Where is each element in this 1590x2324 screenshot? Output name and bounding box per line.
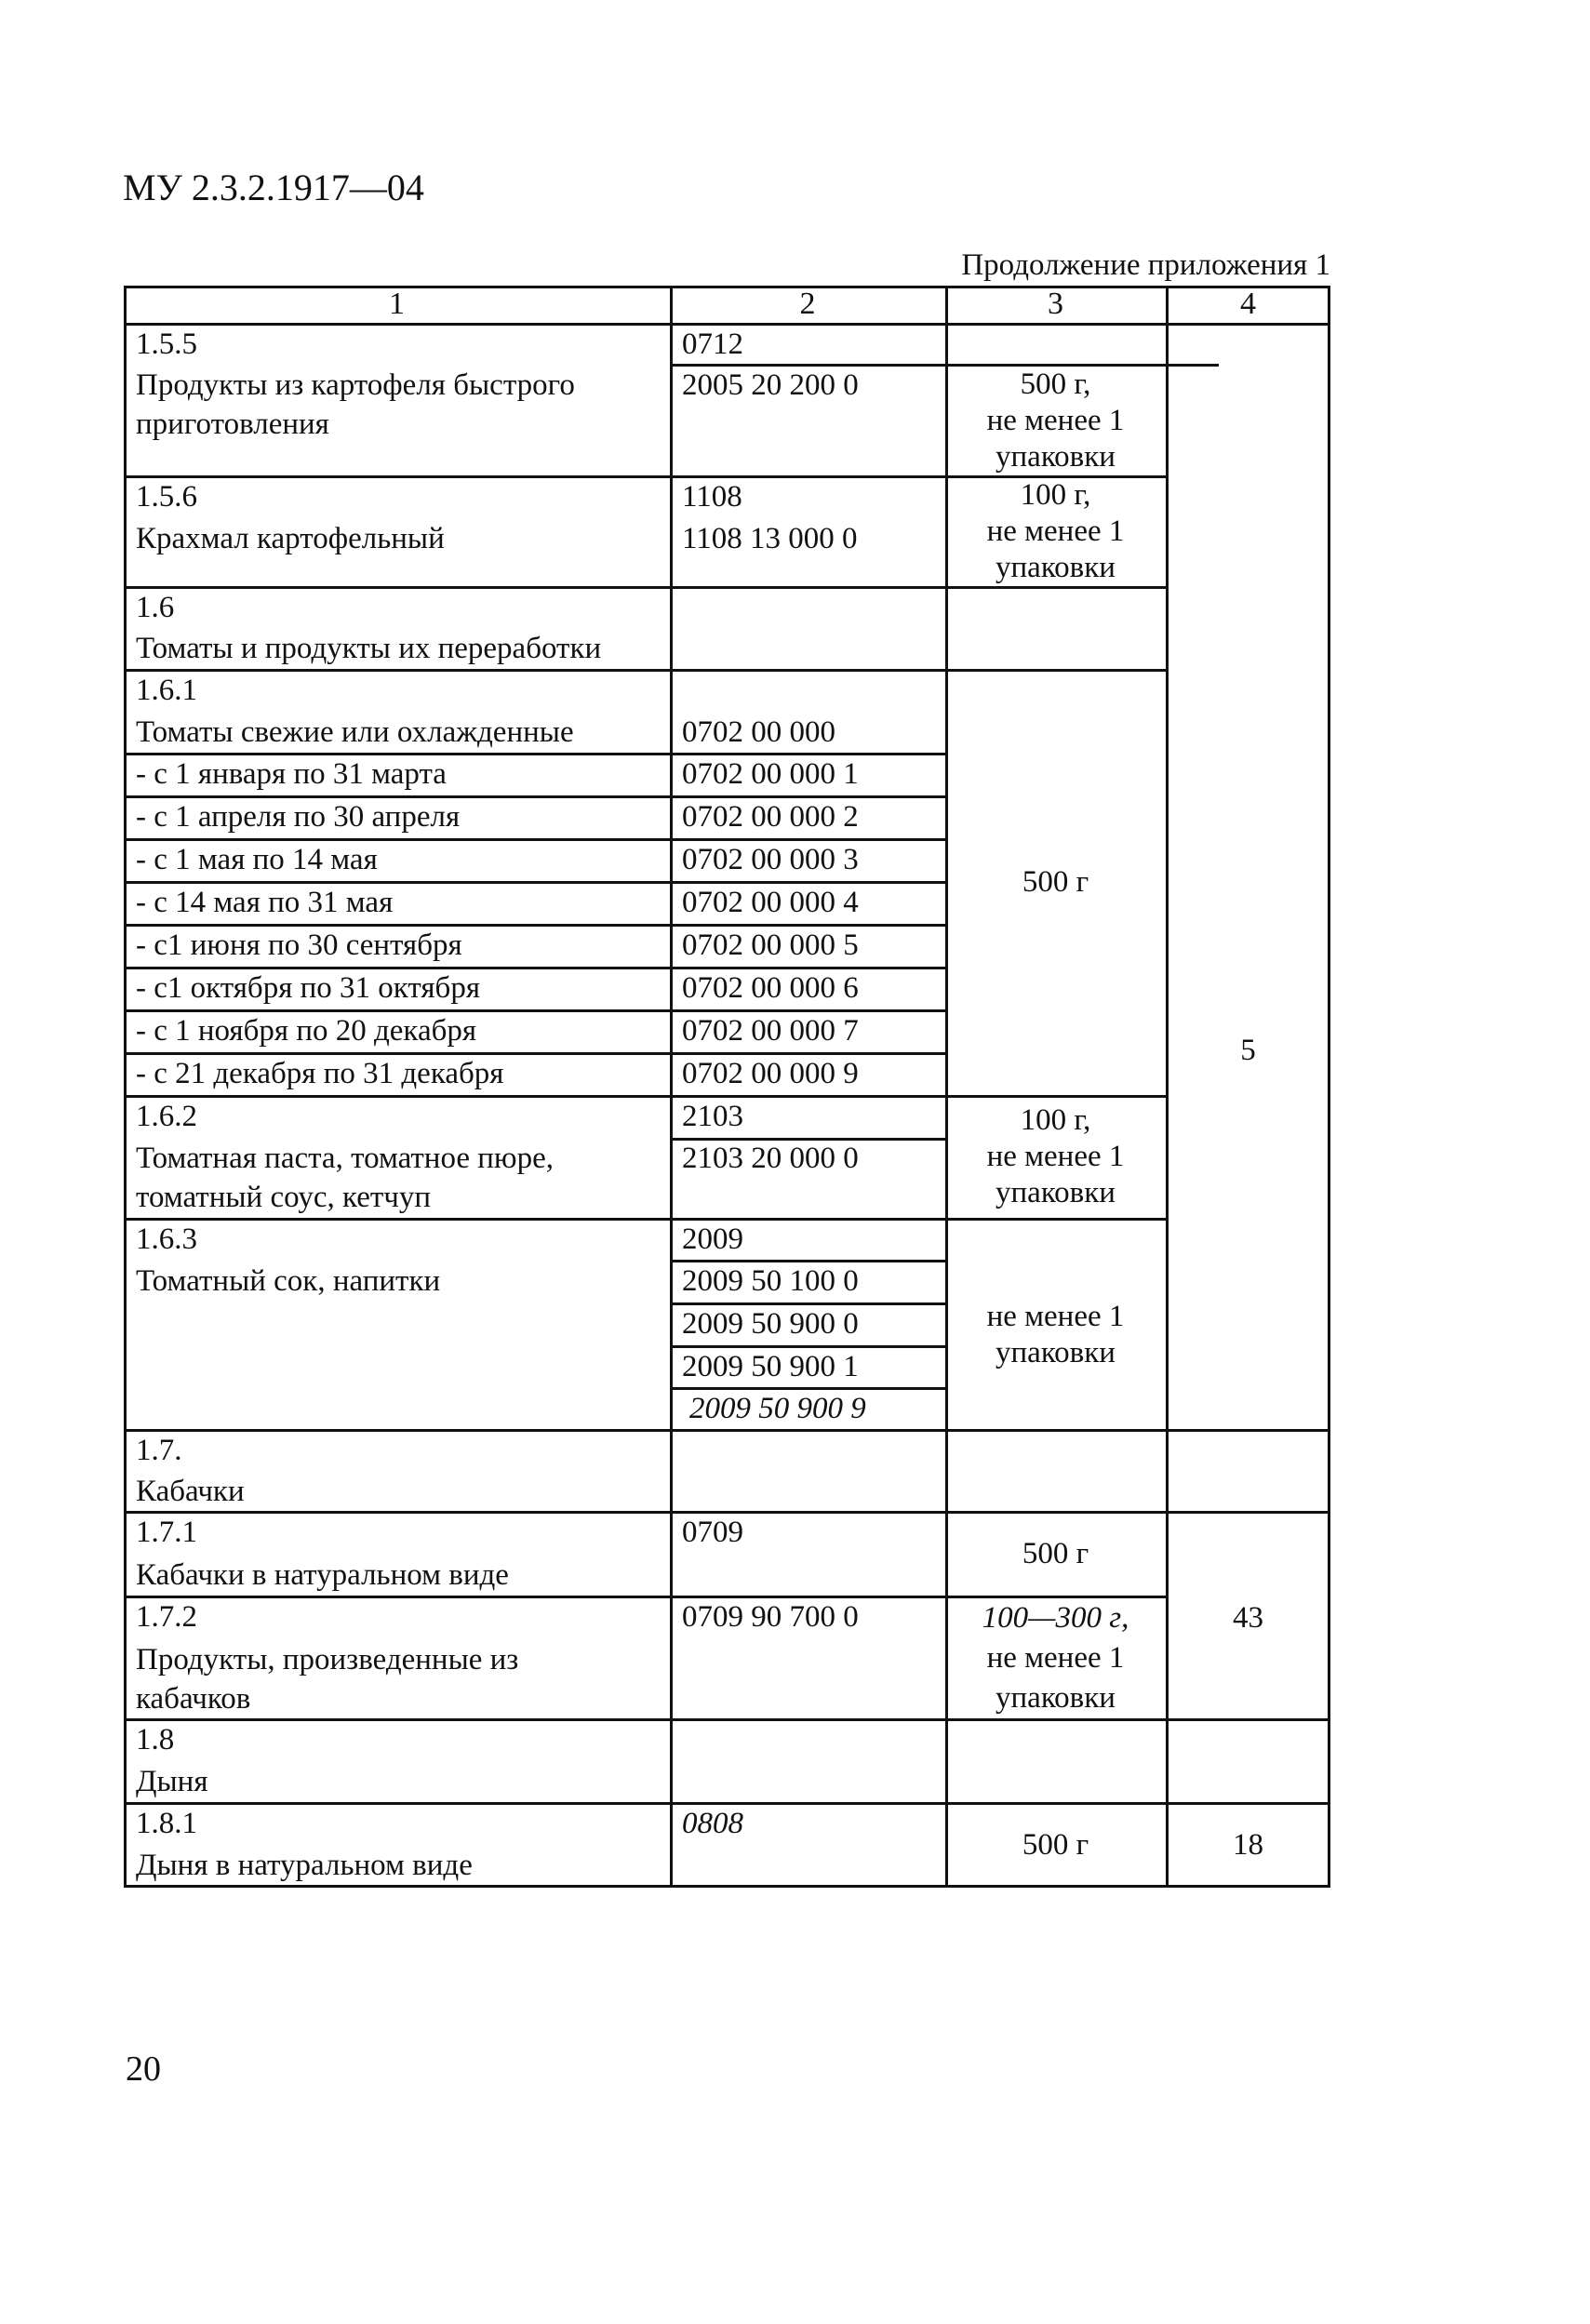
item-number: 1.6.1 [136,674,197,707]
table-border-left [124,286,127,1888]
row-divider [124,586,1166,589]
item-number: 1.5.6 [136,480,197,514]
row-divider [124,1052,945,1055]
sample-amount: упаковки [995,1681,1116,1715]
item-code: 2009 [682,1222,743,1256]
sample-amount: не менее 1 [986,404,1125,437]
row-divider [124,753,945,755]
sample-amount: 500 г, [1020,367,1091,401]
section-number: 1.7. [136,1434,182,1467]
section-number: 1.8 [136,1723,175,1756]
sample-amount: 100 г, [1020,1103,1091,1137]
item-code: 1108 13 000 0 [682,522,858,555]
sample-amount: 100—300 г, [982,1601,1129,1635]
item-name: Томаты свежие или охлажденные [136,715,574,749]
row-divider [124,1596,1166,1598]
appendix-table [124,286,1330,1888]
period-label: - с1 июня по 30 сентября [136,928,462,962]
period-label: - с1 октября по 31 октября [136,971,481,1005]
column-header: 2 [799,287,816,321]
item-code: 2009 50 900 0 [682,1307,859,1341]
column-header: 4 [1240,287,1256,321]
item-code: 0709 [682,1516,743,1549]
header-row-divider [124,323,1330,326]
item-name: томатный соус, кетчуп [136,1181,432,1214]
section-name: Томаты и продукты их переработки [136,632,602,665]
period-code: 0702 00 000 3 [682,843,859,876]
item-name: Кабачки в натуральном виде [136,1558,509,1592]
section-name: Кабачки [136,1475,245,1508]
row-divider [670,1302,945,1305]
sample-amount: не менее 1 [986,1300,1125,1333]
period-code: 0702 00 000 7 [682,1014,859,1048]
row-divider [124,967,945,969]
period-label: - с 1 января по 31 марта [136,757,447,791]
item-name: Томатный сок, напитки [136,1264,441,1298]
row-divider [124,1718,1330,1721]
row-divider [124,1218,1166,1221]
sample-amount: упаковки [995,1176,1116,1209]
row-divider [124,1802,1330,1805]
item-code: 2009 50 900 9 [689,1392,866,1425]
table-border-right [1328,286,1330,1888]
item-code: 2103 20 000 0 [682,1142,859,1175]
item-value: 18 [1233,1828,1263,1862]
item-code: 0808 [682,1807,743,1840]
sample-amount: 500 г [1022,1828,1089,1862]
section-number: 1.6 [136,591,175,624]
continuation-label: Продолжение приложения 1 [961,248,1330,282]
period-label: - с 21 декабря по 31 декабря [136,1057,504,1090]
group-value: 5 [1240,1034,1256,1067]
row-divider [670,1387,945,1390]
table-border-bottom [124,1885,1330,1888]
sample-amount: 100 г, [1020,478,1091,512]
sample-amount: 500 г [1022,1537,1089,1570]
item-code: 1108 [682,480,742,514]
item-name: Продукты из картофеля быстрого [136,368,575,402]
row-divider [124,1095,1166,1098]
row-divider [124,924,945,927]
period-label: - с 1 апреля по 30 апреля [136,800,461,834]
column-divider [670,286,673,1888]
period-label: - с 1 мая по 14 мая [136,843,378,876]
sample-amount: упаковки [995,551,1116,584]
row-divider [124,838,945,841]
item-number: 1.6.2 [136,1100,197,1133]
period-code: 0702 00 000 2 [682,800,859,834]
sample-amount: не менее 1 [986,1641,1125,1675]
item-name: приготовления [136,407,329,441]
row-divider [670,1260,945,1262]
period-code: 0702 00 000 4 [682,886,859,919]
column-header: 1 [389,287,405,321]
item-number: 1.7.1 [136,1516,197,1549]
column-divider [1166,286,1169,1888]
item-number: 1.6.3 [136,1222,197,1256]
document-code: МУ 2.3.2.1917—04 [123,167,424,208]
item-number: 1.5.5 [136,327,197,361]
item-code: 0709 90 700 0 [682,1600,859,1634]
period-code: 0702 00 000 5 [682,928,859,962]
item-name: Продукты, произведенные из [136,1643,519,1676]
period-code: 0702 00 000 9 [682,1057,859,1090]
row-divider [124,795,945,798]
item-code: 2009 50 100 0 [682,1264,859,1298]
item-code: 0712 [682,327,743,361]
item-name: Томатная паста, томатное пюре, [136,1142,554,1175]
period-code: 0702 00 000 1 [682,757,859,791]
item-name: Крахмал картофельный [136,522,445,555]
item-number: 1.8.1 [136,1807,197,1840]
row-divider [124,881,945,884]
page-number: 20 [126,2050,161,2089]
item-code: 2103 [682,1100,743,1133]
item-number: 1.7.2 [136,1600,197,1634]
sample-amount: упаковки [995,1336,1116,1369]
item-name: Дыня в натуральном виде [136,1849,473,1882]
row-divider [124,1009,945,1012]
item-code: 2009 50 900 1 [682,1350,859,1383]
row-divider [124,669,1166,672]
period-code: 0702 00 000 6 [682,971,859,1005]
row-divider [670,1345,945,1348]
sample-amount: не менее 1 [986,1140,1125,1173]
sample-amount: 500 г [1022,865,1089,899]
sample-amount: не менее 1 [986,514,1125,548]
item-code: 0702 00 000 [682,715,835,749]
period-label: - с 14 мая по 31 мая [136,886,394,919]
column-header: 3 [1048,287,1063,321]
item-value: 43 [1233,1601,1263,1635]
item-name: кабачков [136,1682,251,1716]
sample-amount: упаковки [995,440,1116,474]
row-divider [124,1511,1330,1514]
item-code: 2005 20 200 0 [682,368,859,402]
row-divider [124,1429,1330,1432]
period-label: - с 1 ноября по 20 декабря [136,1014,477,1048]
section-name: Дыня [136,1765,208,1798]
